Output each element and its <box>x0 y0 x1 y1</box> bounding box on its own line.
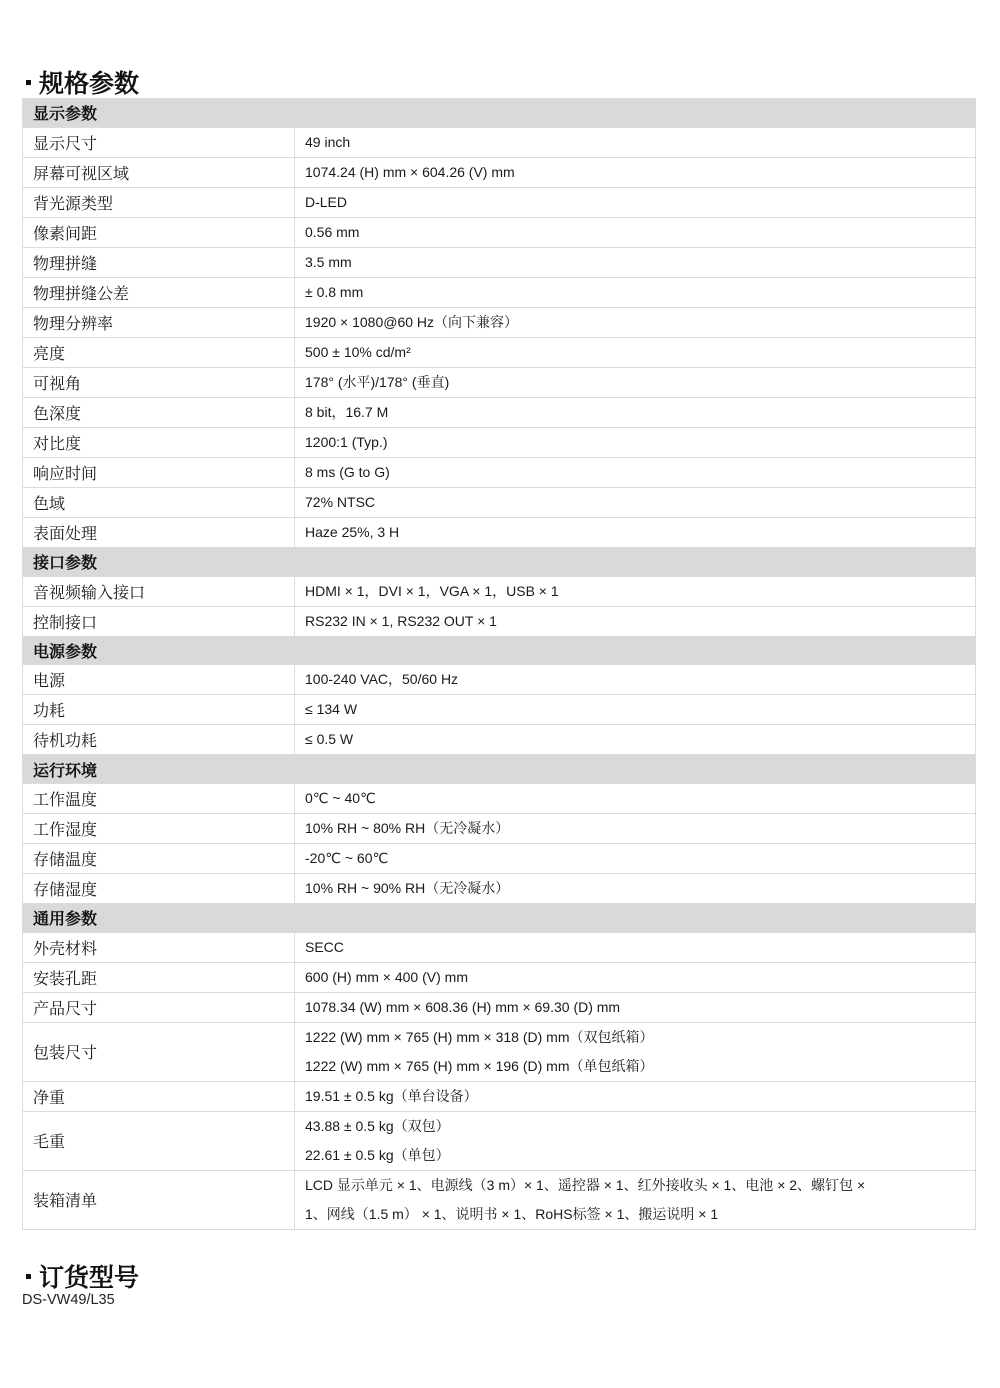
spec-value-line: 10% RH ~ 90% RH（无冷凝水） <box>305 880 510 896</box>
order-title-text: 订货型号 <box>39 1263 140 1292</box>
table-row <box>23 962 976 992</box>
spec-label: 工作温度 <box>23 784 295 814</box>
spec-value <box>295 1081 976 1111</box>
spec-label: 待机功耗 <box>23 725 295 755</box>
spec-value <box>295 844 976 874</box>
spec-value <box>295 814 976 844</box>
spec-label: 存储温度 <box>23 844 295 874</box>
spec-value <box>295 962 976 992</box>
spec-value-line: RS232 IN × 1, RS232 OUT × 1 <box>305 612 497 629</box>
spec-label: 外壳材料 <box>23 932 295 962</box>
spec-label: 响应时间 <box>23 457 295 487</box>
spec-value-line: 1200:1 (Typ.) <box>305 433 388 450</box>
table-row <box>23 1111 976 1170</box>
table-row <box>23 277 976 307</box>
group-header-row <box>23 636 976 665</box>
spec-value-line: D-LED <box>305 193 348 210</box>
spec-label: 存储湿度 <box>23 874 295 904</box>
spec-value-line: 600 (H) mm × 400 (V) mm <box>305 968 468 985</box>
spec-value-line: ± 0.8 mm <box>305 283 364 300</box>
spec-value <box>295 337 976 367</box>
spec-value <box>295 217 976 247</box>
group-header: 电源参数 <box>23 636 976 665</box>
spec-label: 毛重 <box>23 1111 295 1170</box>
spec-value-line: 1074.24 (H) mm × 604.26 (V) mm <box>305 163 515 180</box>
table-row <box>23 932 976 962</box>
spec-value-line: 1078.34 (W) mm × 608.36 (H) mm × 69.30 (D) mm <box>305 998 621 1015</box>
spec-value-line: 3.5 mm <box>305 253 352 270</box>
spec-value-line: 178° (水平)/178° (垂直) <box>305 373 450 390</box>
spec-value <box>295 725 976 755</box>
table-row <box>23 157 976 187</box>
spec-table <box>22 98 976 1230</box>
spec-label: 电源 <box>23 665 295 695</box>
spec-title-text: 规格参数 <box>39 69 140 98</box>
spec-value <box>295 307 976 337</box>
spec-value <box>295 874 976 904</box>
group-header: 接口参数 <box>23 547 976 576</box>
spec-value-line: ≤ 0.5 W <box>305 731 354 748</box>
group-header-row <box>23 547 976 576</box>
spec-value <box>295 992 976 1022</box>
spec-value <box>295 1022 976 1081</box>
spec-label: 安装孔距 <box>23 962 295 992</box>
table-row <box>23 576 976 606</box>
spec-label: 装箱清单 <box>23 1170 295 1229</box>
title-bullet <box>26 80 31 85</box>
spec-value-line: Haze 25%, 3 H <box>305 523 400 540</box>
spec-value-line: 0℃ ~ 40℃ <box>305 790 376 806</box>
spec-section-title <box>26 64 139 100</box>
spec-label: 音视频输入接口 <box>23 576 295 606</box>
spec-value-line: 100-240 VAC，50/60 Hz <box>305 671 459 688</box>
spec-value-line: 0.56 mm <box>305 223 360 240</box>
spec-value-line: -20℃ ~ 60℃ <box>305 850 389 866</box>
table-row <box>23 1022 976 1081</box>
table-row <box>23 844 976 874</box>
spec-value <box>295 932 976 962</box>
table-row <box>23 517 976 547</box>
spec-value <box>295 487 976 517</box>
table-row <box>23 992 976 1022</box>
spec-label: 亮度 <box>23 337 295 367</box>
spec-value-line: HDMI × 1，DVI × 1，VGA × 1，USB × 1 <box>305 582 559 599</box>
spec-value <box>295 1111 976 1170</box>
table-row <box>23 695 976 725</box>
title-bullet <box>26 1274 31 1279</box>
spec-value-line: 1222 (W) mm × 765 (H) mm × 318 (D) mm（双包纸箱） <box>305 1028 654 1045</box>
spec-label: 功耗 <box>23 695 295 725</box>
spec-value <box>295 457 976 487</box>
spec-label: 表面处理 <box>23 517 295 547</box>
table-row <box>23 457 976 487</box>
spec-value <box>295 606 976 636</box>
spec-label: 工作湿度 <box>23 814 295 844</box>
spec-label: 产品尺寸 <box>23 992 295 1022</box>
spec-value <box>295 277 976 307</box>
spec-label: 物理拼缝公差 <box>23 277 295 307</box>
table-row <box>23 1170 976 1229</box>
spec-value-line: 10% RH ~ 80% RH（无冷凝水） <box>305 820 510 836</box>
table-row <box>23 606 976 636</box>
group-header: 通用参数 <box>23 904 976 933</box>
group-header: 显示参数 <box>23 99 976 128</box>
spec-label: 控制接口 <box>23 606 295 636</box>
spec-value-line: 8 ms (G to G) <box>305 463 390 480</box>
spec-value <box>295 665 976 695</box>
spec-value <box>295 784 976 814</box>
spec-label: 色深度 <box>23 397 295 427</box>
spec-value-line: LCD 显示单元 × 1、电源线（3 m）× 1、遥控器 × 1、红外接收头 × 1、电池 × 2、螺钉包 × <box>305 1176 866 1193</box>
spec-label: 可视角 <box>23 367 295 397</box>
spec-value-line: SECC <box>305 938 344 955</box>
table-row <box>23 217 976 247</box>
spec-label: 背光源类型 <box>23 187 295 217</box>
group-header-row <box>23 755 976 784</box>
table-row <box>23 127 976 157</box>
spec-value-line: 22.61 ± 0.5 kg（单包） <box>305 1146 450 1163</box>
spec-value-line: 72% NTSC <box>305 493 376 510</box>
spec-value-line: 1、网线（1.5 m） × 1、说明书 × 1、RoHS标签 × 1、搬运说明 × 1 <box>305 1205 719 1222</box>
table-row <box>23 367 976 397</box>
spec-value <box>295 1170 976 1229</box>
table-row <box>23 397 976 427</box>
spec-value-line: 1920 × 1080@60 Hz（向下兼容） <box>305 313 519 330</box>
spec-label: 像素间距 <box>23 217 295 247</box>
spec-value <box>295 517 976 547</box>
spec-label: 色域 <box>23 487 295 517</box>
spec-label: 对比度 <box>23 427 295 457</box>
table-row <box>23 665 976 695</box>
table-row <box>23 187 976 217</box>
spec-value-line: 1222 (W) mm × 765 (H) mm × 196 (D) mm（单包纸箱） <box>305 1057 654 1074</box>
table-row <box>23 784 976 814</box>
spec-label: 物理拼缝 <box>23 247 295 277</box>
table-row <box>23 487 976 517</box>
spec-value-line: ≤ 134 W <box>305 701 358 718</box>
group-header-row <box>23 904 976 933</box>
spec-label: 物理分辨率 <box>23 307 295 337</box>
spec-value-line: 19.51 ± 0.5 kg（单台设备） <box>305 1087 478 1104</box>
group-header: 运行环境 <box>23 755 976 784</box>
spec-value-line: 49 inch <box>305 133 351 150</box>
spec-value <box>295 367 976 397</box>
table-row <box>23 1081 976 1111</box>
spec-value <box>295 427 976 457</box>
spec-label: 净重 <box>23 1081 295 1111</box>
table-row <box>23 307 976 337</box>
spec-label: 包装尺寸 <box>23 1022 295 1081</box>
group-header-row <box>23 99 976 128</box>
spec-value <box>295 247 976 277</box>
spec-value <box>295 187 976 217</box>
table-row <box>23 725 976 755</box>
spec-value-line: 43.88 ± 0.5 kg（双包） <box>305 1117 450 1134</box>
order-section-title <box>26 1258 139 1294</box>
spec-value-line: 500 ± 10% cd/m² <box>305 343 411 360</box>
table-row <box>23 337 976 367</box>
spec-value <box>295 157 976 187</box>
spec-label: 显示尺寸 <box>23 127 295 157</box>
table-row <box>23 814 976 844</box>
spec-value-line: 8 bit，16.7 M <box>305 403 389 420</box>
order-model-number: DS-VW49/L35 <box>22 1292 115 1308</box>
spec-value <box>295 397 976 427</box>
table-row <box>23 427 976 457</box>
table-row <box>23 874 976 904</box>
spec-value <box>295 127 976 157</box>
spec-value <box>295 695 976 725</box>
spec-value <box>295 576 976 606</box>
table-row <box>23 247 976 277</box>
spec-label: 屏幕可视区域 <box>23 157 295 187</box>
